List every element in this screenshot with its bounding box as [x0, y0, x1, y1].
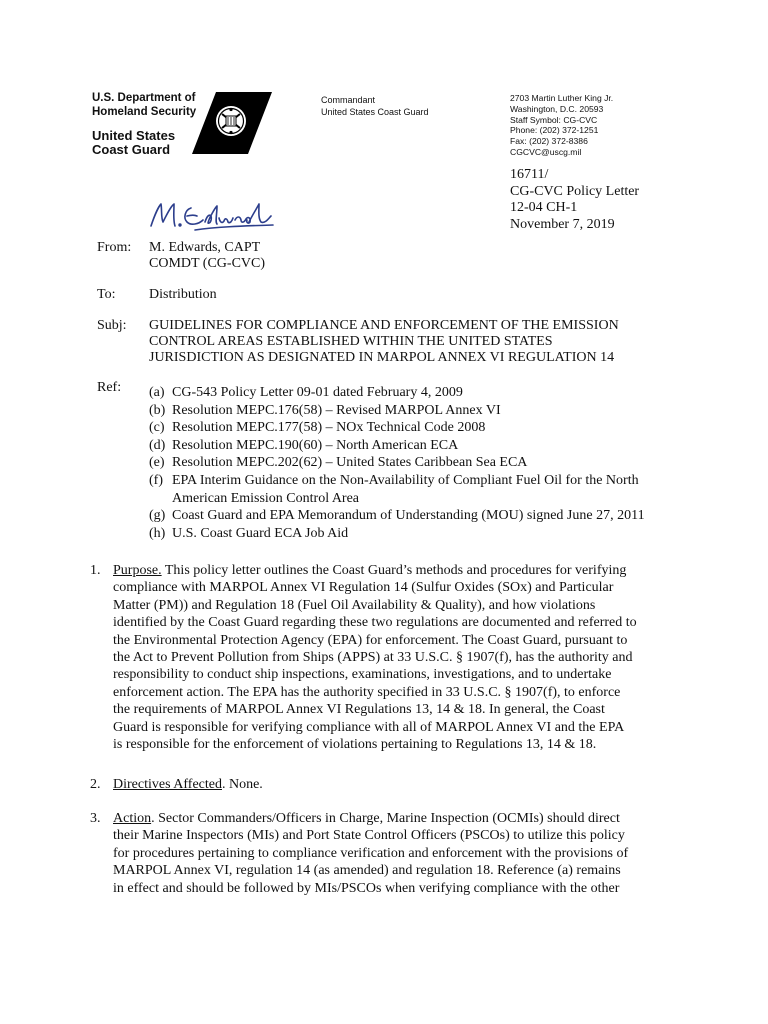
- paragraph-line: the Act to Prevent Pollution from Ships (APPS) at 33 U.S.C. § 1907(f), has the authority and: [113, 650, 633, 666]
- subject-line: JURISDICTION AS DESIGNATED IN MARPOL ANNEX VI REGULATION 14: [149, 350, 615, 365]
- reference-item-text: Coast Guard and EPA Memorandum of Understanding (MOU) signed June 27, 2011: [172, 508, 645, 524]
- department-name: [92, 92, 196, 119]
- subject-text: [149, 318, 619, 366]
- reference-item-text: [172, 472, 639, 507]
- ssic: 16711/: [510, 167, 549, 182]
- paragraph-line: Guard is responsible for verifying compliance with all of MARPOL Annex VI and the EPA: [113, 719, 625, 735]
- reference-label: Ref:: [97, 380, 122, 395]
- reference-item-label: (b): [149, 402, 166, 418]
- reference-item-label: (f): [149, 472, 163, 488]
- letter-date: November 7, 2019: [510, 216, 615, 232]
- reference-item-label: (h): [149, 525, 166, 541]
- reference-item-text: Resolution MEPC.177(58) – NOx Technical Code 2008: [172, 420, 486, 436]
- paragraph-line: their Marine Inspectors (MIs) and Port State Control Officers (PSCOs) to utilize this policy: [113, 828, 625, 844]
- policy-letter-number: 12-04 CH-1: [510, 200, 578, 215]
- subject-line: GUIDELINES FOR COMPLIANCE AND ENFORCEMENT OF THE EMISSION: [149, 318, 619, 333]
- paragraph-line: in effect and should be followed by MIs/PSCOs when verifying compliance with the other: [113, 880, 620, 896]
- reference-item-line: American Emission Control Area: [172, 490, 360, 506]
- paragraph-purpose: [90, 562, 637, 753]
- to-value: Distribution: [149, 287, 217, 302]
- reference-item: [149, 384, 645, 402]
- paragraph-line: MARPOL Annex VI, regulation 14 (as amended) and regulation 18. Reference (a) remains: [113, 863, 621, 879]
- paragraph-line: Matter (PM)) and Regulation 18 (Fuel Oil Availability & Quality), and how violations: [113, 597, 596, 613]
- service-line-2: Coast Guard: [92, 142, 171, 157]
- reference-item-text: Resolution MEPC.176(58) – Revised MARPOL Annex VI: [172, 402, 501, 418]
- paragraph-line: is responsible for the enforcement of violations pertaining to Regulations 13, 14 & 18.: [113, 737, 597, 753]
- paragraph-heading: Purpose.: [113, 563, 162, 578]
- reference-list: [149, 384, 645, 542]
- address-street: 2703 Martin Luther King Jr.: [510, 93, 614, 103]
- address-city: Washington, D.C. 20593: [510, 103, 604, 114]
- reference-item-label: (e): [149, 455, 165, 471]
- from-office: COMDT (CG-CVC): [149, 256, 266, 271]
- reference-item: [149, 525, 645, 543]
- from-name: M. Edwards, CAPT: [149, 240, 261, 255]
- reference-item: [149, 472, 645, 507]
- reference-item-label: (a): [149, 385, 165, 400]
- paragraph-heading: Directives Affected: [113, 777, 222, 792]
- address-phone: Phone: (202) 372-1251: [510, 125, 599, 136]
- paragraph-action: [90, 810, 628, 897]
- paragraph-number: 1.: [90, 563, 101, 578]
- to-label: To:: [97, 287, 116, 302]
- paragraph-line: compliance with MARPOL Annex VI Regulation 14 (Sulfur Oxides (SOx) and Particular: [113, 580, 614, 596]
- paragraph-line: the requirements of MARPOL Annex VI Regulations 13, 14 & 18. In general, the Coast: [113, 702, 605, 718]
- sender-organization: [321, 94, 429, 118]
- reference-item: [149, 419, 645, 437]
- dept-line-1: U.S. Department of: [92, 92, 196, 104]
- paragraph-line: identified by the Coast Guard regarding these two regulations are documented and referred to: [113, 615, 637, 631]
- handwritten-signature: [145, 196, 280, 236]
- address-email: CGCVC@uscg.mil: [510, 146, 582, 157]
- policy-letter-label: CG-CVC Policy Letter: [510, 183, 640, 199]
- subject-line: CONTROL AREAS ESTABLISHED WITHIN THE UNITED STATES: [149, 334, 553, 349]
- reference-item-text: Resolution MEPC.190(60) – North American ECA: [172, 437, 459, 453]
- paragraph-line: responsibility to conduct ship inspections, examinations, investigations, and to undertake: [113, 667, 612, 683]
- paragraph-number: 2.: [90, 777, 101, 792]
- reference-item-label: (d): [149, 437, 166, 453]
- from-value: [149, 240, 265, 272]
- paragraph-line: enforcement action. The EPA has the authority specified in 33 U.S.C. § 1907(f), to enforce: [113, 684, 621, 700]
- reference-item: [149, 437, 645, 455]
- paragraph-heading: Action: [113, 811, 152, 826]
- dept-line-2: Homeland Security: [92, 105, 197, 118]
- reference-item-label: (c): [149, 420, 165, 436]
- reference-item: [149, 454, 645, 472]
- from-label: From:: [97, 240, 132, 255]
- reference-item-label: (g): [149, 508, 166, 524]
- coast-guard-emblem-icon: [192, 92, 272, 154]
- mailing-address: [510, 93, 613, 158]
- subject-label: Subj:: [97, 318, 127, 333]
- reference-item-text: CG-543 Policy Letter 09-01 dated February 4, 2009: [172, 385, 463, 400]
- paragraph-number: 3.: [90, 811, 101, 826]
- sender-org-line-1: Commandant: [321, 95, 376, 105]
- reference-block: [510, 167, 639, 233]
- reference-item-text: Resolution MEPC.202(62) – United States Caribbean Sea ECA: [172, 455, 528, 471]
- address-fax: Fax: (202) 372-8386: [510, 136, 588, 147]
- sender-org-line-2: United States Coast Guard: [321, 107, 429, 117]
- reference-item: [149, 507, 645, 525]
- paragraph-first-line: . Sector Commanders/Officers in Charge, Marine Inspection (OCMIs) should direct: [151, 811, 620, 826]
- paragraph-first-line: This policy letter outlines the Coast Guard’s methods and procedures for verifying: [161, 563, 627, 578]
- reference-item-text: U.S. Coast Guard ECA Job Aid: [172, 525, 349, 541]
- paragraph-first-line: . None.: [221, 777, 263, 792]
- address-staff-symbol: Staff Symbol: CG-CVC: [510, 114, 598, 125]
- service-line-1: United States: [92, 128, 176, 143]
- paragraph-line: the Environmental Protection Agency (EPA) for enforcement. The Coast Guard, pursuant to: [113, 632, 628, 648]
- reference-item-line: EPA Interim Guidance on the Non-Availability of Compliant Fuel Oil for the North: [172, 472, 639, 488]
- paragraph-directives-affected: [90, 776, 263, 793]
- service-name: [92, 129, 175, 157]
- paragraph-line: for procedures pertaining to compliance verification and enforcement with the provisions of: [113, 845, 629, 861]
- reference-item: [149, 402, 645, 420]
